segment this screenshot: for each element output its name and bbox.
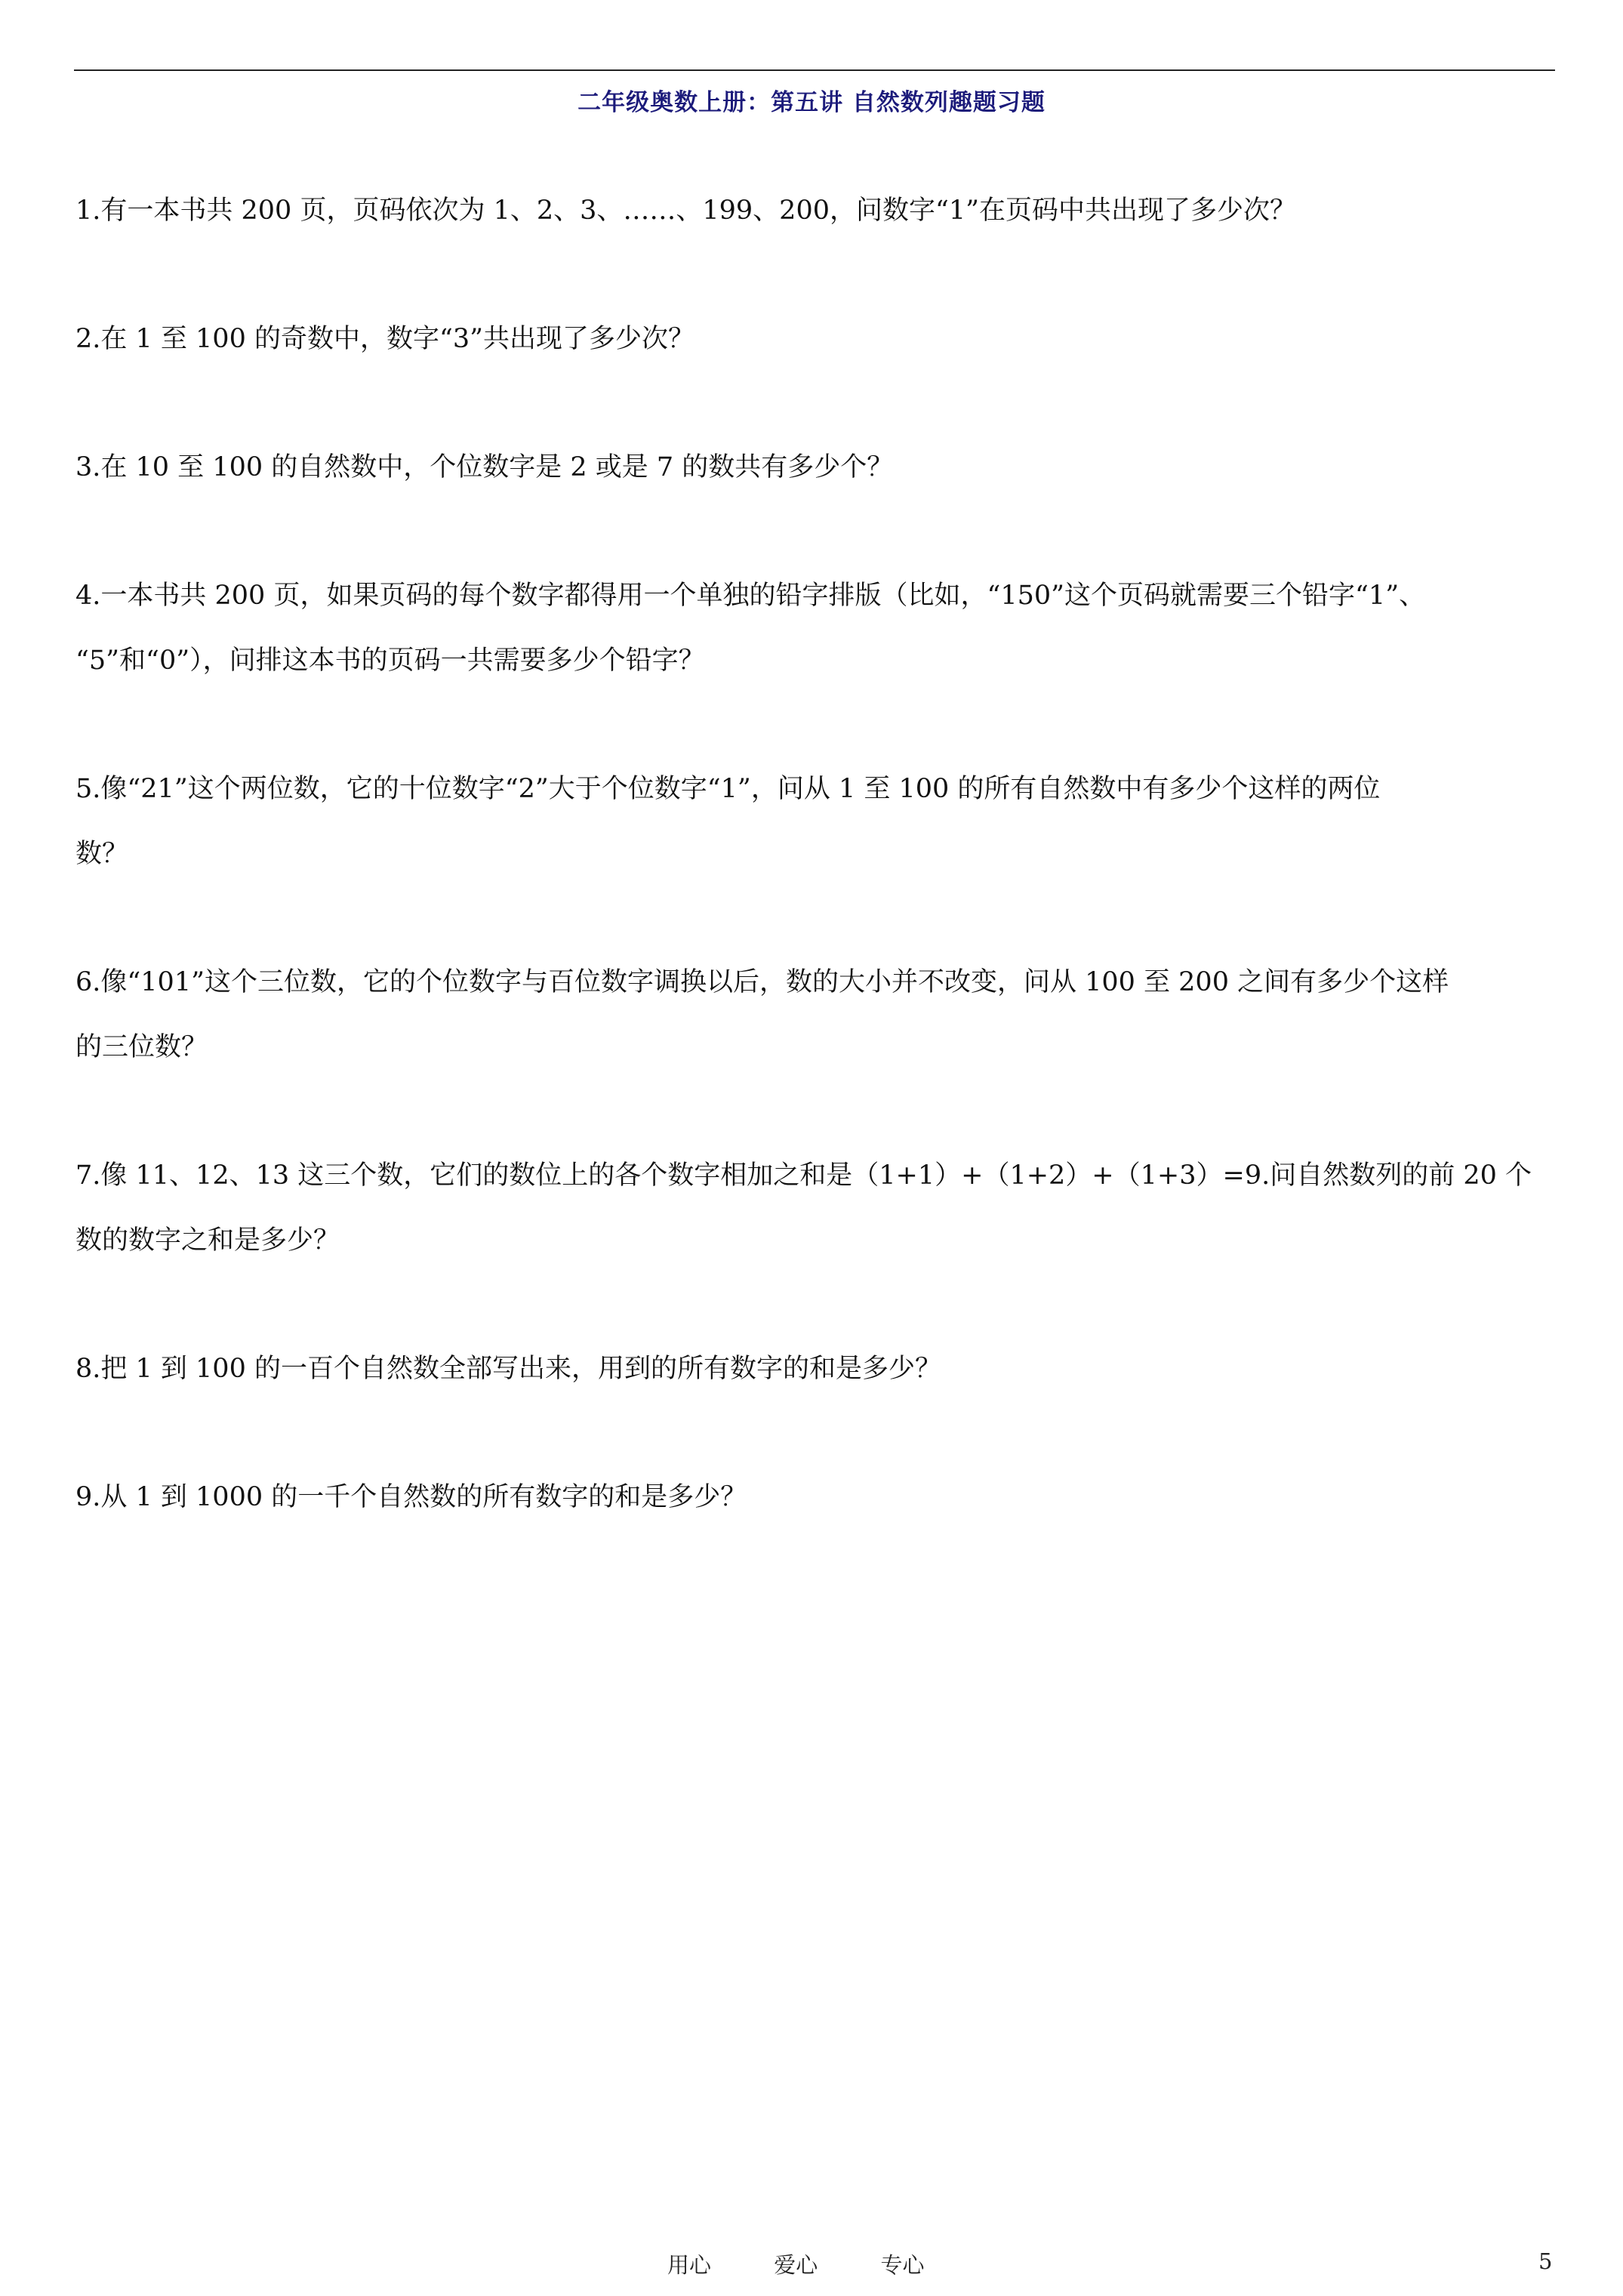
page-number: 5: [1538, 2248, 1553, 2274]
question-2: [75, 307, 1555, 371]
question-6: [75, 950, 1555, 1080]
question-text: 2.在 1 至 100 的奇数中，数字“3”共出现了多少次？: [75, 324, 695, 354]
header-rule: [74, 69, 1555, 71]
question-list: [75, 178, 1555, 1593]
page-title: 二年级奥数上册：第五讲 自然数列趣题习题: [577, 89, 1046, 116]
footer-motto-item: 用心: [667, 2252, 712, 2278]
question-9: [75, 1465, 1555, 1530]
footer-motto-item: 爱心: [774, 2252, 818, 2278]
question-text-continued: 数？: [75, 839, 129, 869]
footer-motto: [667, 2248, 980, 2279]
question-text: 7.像 11、12、13 这三个数，它们的数位上的各个数字相加之和是（1+1）+（1+2）+（1+3）=9.问自然数列的前 20 个: [75, 1160, 1532, 1191]
question-text: 4.一本书共 200 页，如果页码的每个数字都得用一个单独的铅字排版（比如，“150”这个页码就需要三个铅字“1”、: [75, 581, 1426, 611]
question-7: [75, 1143, 1555, 1273]
question-5: [75, 757, 1555, 886]
question-text-continued: 数的数字之和是多少？: [75, 1225, 340, 1256]
footer-motto-item: 专心: [880, 2252, 925, 2278]
question-8: [75, 1336, 1555, 1401]
question-text-continued: 的三位数？: [75, 1032, 208, 1062]
question-text: 9.从 1 到 1000 的一千个自然数的所有数字的和是多少？: [75, 1482, 747, 1512]
question-text-continued: “5”和“0”），问排这本书的页码一共需要多少个铅字？: [75, 646, 705, 676]
question-3: [75, 435, 1555, 500]
question-1: [75, 178, 1555, 243]
question-4: [75, 563, 1555, 693]
question-text: 3.在 10 至 100 的自然数中，个位数字是 2 或是 7 的数共有多少个？: [75, 452, 894, 482]
question-text: 5.像“21”这个两位数，它的十位数字“2”大于个位数字“1”，问从 1 至 100 的所有自然数中有多少个这样的两位: [75, 774, 1381, 804]
question-text: 6.像“101”这个三位数，它的个位数字与百位数字调换以后，数的大小并不改变，问从 100 至 200 之间有多少个这样: [75, 967, 1449, 997]
question-text: 1.有一本书共 200 页，页码依次为 1、2、3、……、199、200，问数字“1”在页码中共出现了多少次？: [75, 196, 1297, 226]
question-text: 8.把 1 到 100 的一百个自然数全部写出来，用到的所有数字的和是多少？: [75, 1354, 941, 1384]
